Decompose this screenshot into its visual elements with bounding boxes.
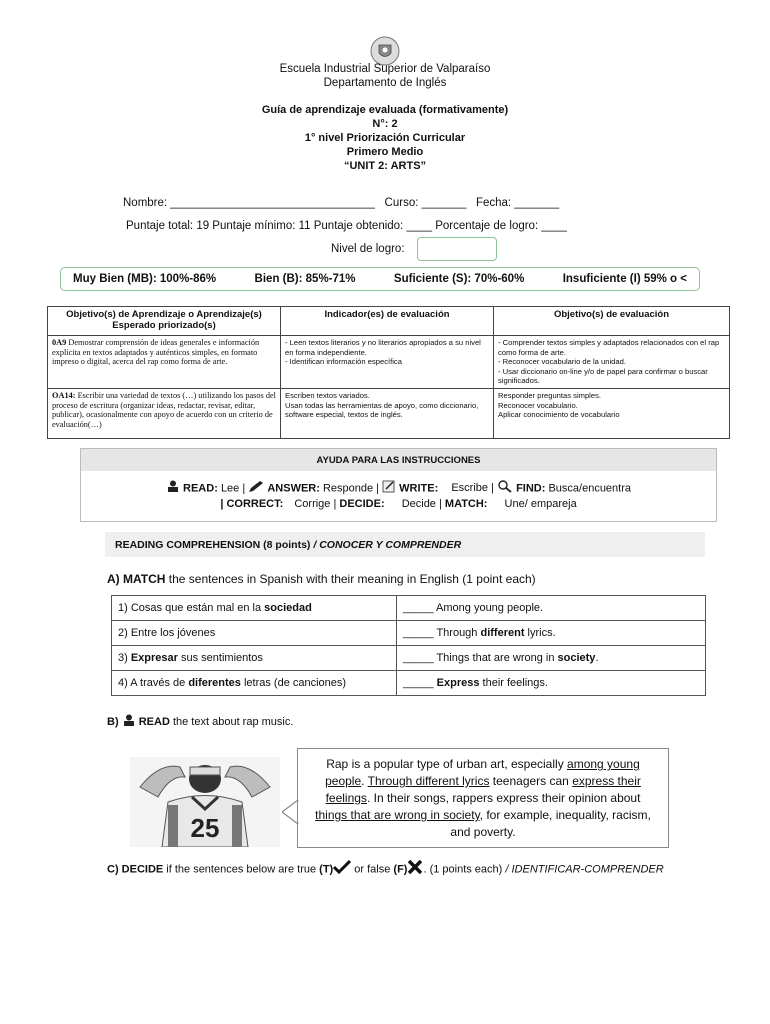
achievement-level-box[interactable] <box>417 237 497 261</box>
section-title: READING COMPREHENSION (8 points) <box>115 538 311 551</box>
objective-text: Demostrar comprensión de ideas generales e información explícita en textos adaptados y auténticos simples, en formato impreso o digital, acerca del rap como forma de arte. <box>52 338 260 367</box>
grade-mb: Muy Bien (MB): 100%-86% <box>73 273 217 285</box>
help-match-key: MATCH: <box>444 498 488 510</box>
table-row <box>112 646 706 671</box>
help-write-key: WRITE: <box>399 482 439 495</box>
underlined-phrase: things that are wrong in society <box>315 808 480 822</box>
reader-icon <box>166 480 180 497</box>
objective-code: 0A9 <box>52 338 67 347</box>
help-answer-value: Responde | <box>322 482 380 495</box>
question-a-label: A) MATCH <box>107 572 166 586</box>
objective-code: OA14: <box>52 390 76 400</box>
objective-cell <box>48 336 281 389</box>
help-read-value: Lee | <box>220 482 246 495</box>
cross-icon <box>407 860 423 879</box>
section-title-bar <box>105 532 705 557</box>
table-row <box>112 596 706 621</box>
guide-title: Guía de aprendizaje evaluada (formativamente) <box>261 104 509 116</box>
question-b-label: B) <box>107 715 119 728</box>
underlined-phrase: among young people <box>325 757 640 788</box>
checkmark-icon <box>333 860 351 879</box>
instructions-help-box <box>80 448 717 522</box>
indicator-item: Usan todas las herramientas de apoyo, como diccionario, software especial, textos de inglés. <box>285 400 479 420</box>
match-english[interactable]: _____ Things that are wrong in society. <box>397 646 706 671</box>
score-line[interactable]: Puntaje total: 19 Puntaje mínimo: 11 Puntaje obtenido: ____ Porcentaje de logro: ____ <box>126 220 567 232</box>
help-correct-value: Corrige | <box>294 498 337 510</box>
indicator-item: Escriben textos variados. <box>285 390 370 400</box>
underlined-phrase: Through different lyrics <box>367 774 490 788</box>
objective-text: Escribir una variedad de textos (…) utilizando los pasos del proceso de escritura (organizar ideas, redactar, revisar, editar, publicar), ocasionalmente con apoyo de acuerdo con un criterio de evaluación(…) <box>52 390 276 429</box>
evaluation-cell <box>494 388 730 438</box>
evaluation-cell <box>494 336 730 389</box>
grade-b: Bien (B): 85%-71% <box>254 273 356 285</box>
achievement-level-label: Nivel de logro: <box>331 243 405 255</box>
match-english[interactable]: _____ Express their feelings. <box>397 671 706 696</box>
evaluation-item: Responder preguntas simples. <box>498 390 601 400</box>
match-english[interactable]: _____ Among young people. <box>397 596 706 621</box>
grade-s: Suficiente (S): 70%-60% <box>393 273 525 285</box>
objective-cell <box>48 388 281 438</box>
school-name: Escuela Industrial Superior de Valparaíso <box>279 63 491 75</box>
table-header: Objetivo(s) de evaluación <box>494 307 730 336</box>
table-row <box>112 671 706 696</box>
question-a-text: the sentences in Spanish with their meaning in English (1 point each) <box>165 572 536 586</box>
match-table <box>111 595 706 696</box>
table-header: Indicador(es) de evaluación <box>281 307 494 336</box>
section-subtitle: / CONOCER Y COMPRENDER <box>313 538 462 551</box>
table-header: Objetivo(s) de Aprendizaje o Aprendizaje(s) Esperado priorizado(s) <box>48 307 281 336</box>
grading-scale <box>60 267 700 291</box>
help-find-value: Busca/encuentra <box>548 482 632 495</box>
guide-number: N°: 2 <box>372 118 398 130</box>
pencil-icon <box>248 480 264 497</box>
school-logo <box>370 36 400 66</box>
question-b-read: READ <box>138 715 170 728</box>
rapper-image <box>130 757 280 847</box>
table-row <box>112 621 706 646</box>
help-decide-key: DECIDE: <box>339 498 385 510</box>
rap-text-bubble: Rap is a popular type of urban art, especially among young people. Through different lyrics teenagers can express their feelings. In their songs, rappers express their opinion about things that are wrong in society, for example, inequality, racism, and poverty. <box>297 748 669 848</box>
evaluation-item: Aplicar conocimiento de vocabulario <box>498 410 620 420</box>
evaluation-item: - Comprender textos simples y adaptados relacionados con el rap como forma de arte. <box>498 338 720 357</box>
help-title: AYUDA PARA LAS INSTRUCCIONES <box>81 449 716 471</box>
indicator-cell <box>281 388 494 438</box>
help-write-value: Escribe | <box>451 482 494 495</box>
evaluation-item: Reconocer vocabulario. <box>498 400 578 410</box>
grade-level: Primero Medio <box>346 146 424 158</box>
help-read-key: READ: <box>183 482 218 495</box>
jersey-number: 25 <box>190 813 220 843</box>
match-spanish: 3) Expresar sus sentimientos <box>112 646 397 671</box>
indicator-item: - Identifican información específica <box>285 357 402 367</box>
question-b <box>107 714 293 730</box>
table-row <box>48 336 730 389</box>
help-answer-key: ANSWER: <box>267 482 320 495</box>
question-c: C) DECIDE if the sentences below are true (T) or false (F) . (1 points each) / IDENTIFICAR-COMPRENDER <box>107 860 667 879</box>
question-c-subtitle: / IDENTIFICAR-COMPRENDER <box>505 863 664 876</box>
underlined-phrase: express their feelings <box>325 774 641 805</box>
help-row-2 <box>81 497 716 511</box>
help-match-value: Une/ empareja <box>504 498 577 510</box>
department-name: Departamento de Inglés <box>323 77 447 89</box>
unit-title: “UNIT 2: ARTS” <box>343 160 427 172</box>
match-spanish: 4) A través de diferentes letras (de canciones) <box>112 671 397 696</box>
evaluation-item: - Usar diccionario on-line y/o de papel para confirmar o buscar significados. <box>498 366 708 386</box>
question-a <box>107 572 536 586</box>
objectives-table <box>47 306 730 439</box>
student-info-line[interactable]: Nombre: ________________________________ Curso: _______ Fecha: _______ <box>123 197 560 209</box>
match-spanish: 1) Cosas que están mal en la sociedad <box>112 596 397 621</box>
reader-icon <box>122 714 136 730</box>
question-c-label: C) DECIDE <box>107 863 164 876</box>
curricular-level: 1° nivel Priorización Curricular <box>304 132 466 144</box>
match-spanish: 2) Entre los jóvenes <box>112 621 397 646</box>
magnifier-icon <box>497 480 513 497</box>
grade-i: Insuficiente (I) 59% o < <box>562 273 687 285</box>
notepad-icon <box>382 480 396 497</box>
evaluation-item: - Reconocer vocabulario de la unidad. <box>498 357 626 367</box>
indicator-cell <box>281 336 494 389</box>
question-b-text: the text about rap music. <box>169 715 294 728</box>
indicator-item: - Leen textos literarios y no literarios apropiados a su nivel en forma independiente. <box>285 338 481 357</box>
help-find-key: FIND: <box>516 482 546 495</box>
match-english[interactable]: _____ Through different lyrics. <box>397 621 706 646</box>
help-decide-value: Decide | <box>401 498 442 510</box>
help-row-1 <box>81 480 716 497</box>
help-correct-key: | CORRECT: <box>220 498 284 510</box>
table-row <box>48 388 730 438</box>
